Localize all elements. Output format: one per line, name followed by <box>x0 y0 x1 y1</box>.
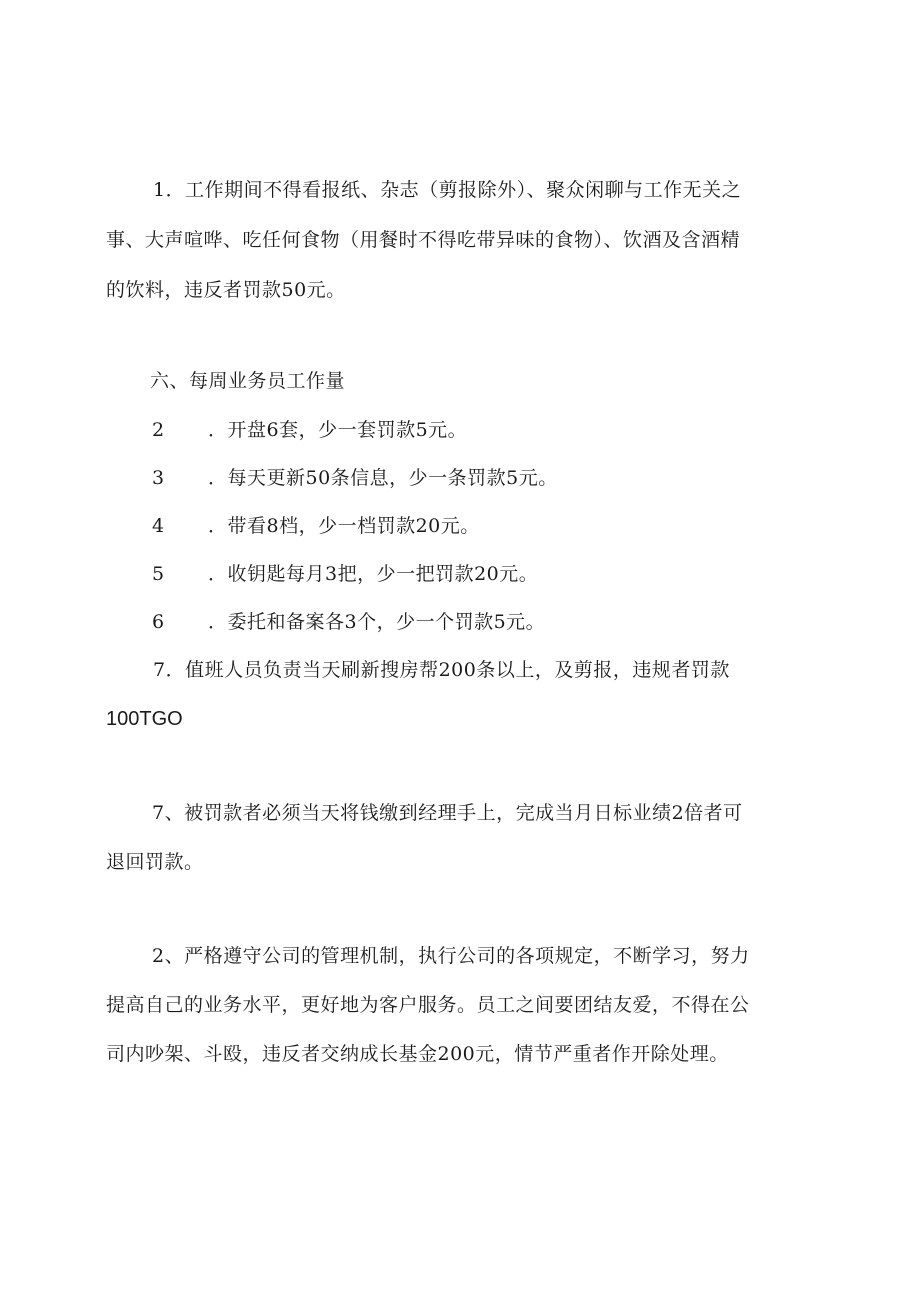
list-item-number: 2 <box>152 419 165 441</box>
list-item-number: 3 <box>152 467 165 489</box>
item-7-line-1: 7．值班人员负责当天刷新搜房帮200条以上，及剪报，违规者罚款 <box>153 659 730 681</box>
list-item-number: 4 <box>152 515 165 537</box>
list-item-text: ．开盘6套，少一套罚款5元。 <box>208 419 468 441</box>
paragraph-3-line-1: 2、严格遵守公司的管理机制，执行公司的各项规定，不断学习，努力 <box>152 945 750 967</box>
list-item-text: ．每天更新50条信息，少一条罚款5元。 <box>208 467 558 489</box>
list-item-text: ．委托和备案各3个，少一个罚款5元。 <box>208 611 546 633</box>
list-item-text: ．带看8档，少一档罚款20元。 <box>208 515 480 537</box>
list-item-text: ．收钥匙每月3把，少一把罚款20元。 <box>208 563 539 585</box>
list-item-number: 5 <box>152 563 165 585</box>
item-7-line-2: 100TGO <box>106 708 183 730</box>
paragraph-2-line-1: 7、被罚款者必须当天将钱缴到经理手上，完成当月日标业绩2倍者可 <box>152 802 743 824</box>
paragraph-1-line-1: 1．工作期间不得看报纸、杂志（剪报除外）、聚众闲聊与工作无关之 <box>153 179 742 201</box>
list-item-number: 6 <box>152 611 165 633</box>
paragraph-1-line-2: 事、大声喧哗、吃任何食物（用餐时不得吃带异味的食物）、饮酒及含酒精 <box>106 229 741 251</box>
paragraph-3-line-2: 提高自己的业务水平，更好地为客户服务。员工之间要团结友爱，不得在公 <box>106 994 750 1016</box>
paragraph-2-line-2: 退回罚款。 <box>106 851 204 873</box>
paragraph-1-line-3: 的饮料，违反者罚款50元。 <box>106 279 346 301</box>
paragraph-3-line-3: 司内吵架、斗殴，违反者交纳成长基金200元，情节严重者作开除处理。 <box>106 1043 729 1065</box>
section-6-heading: 六、每周业务员工作量 <box>150 370 346 392</box>
